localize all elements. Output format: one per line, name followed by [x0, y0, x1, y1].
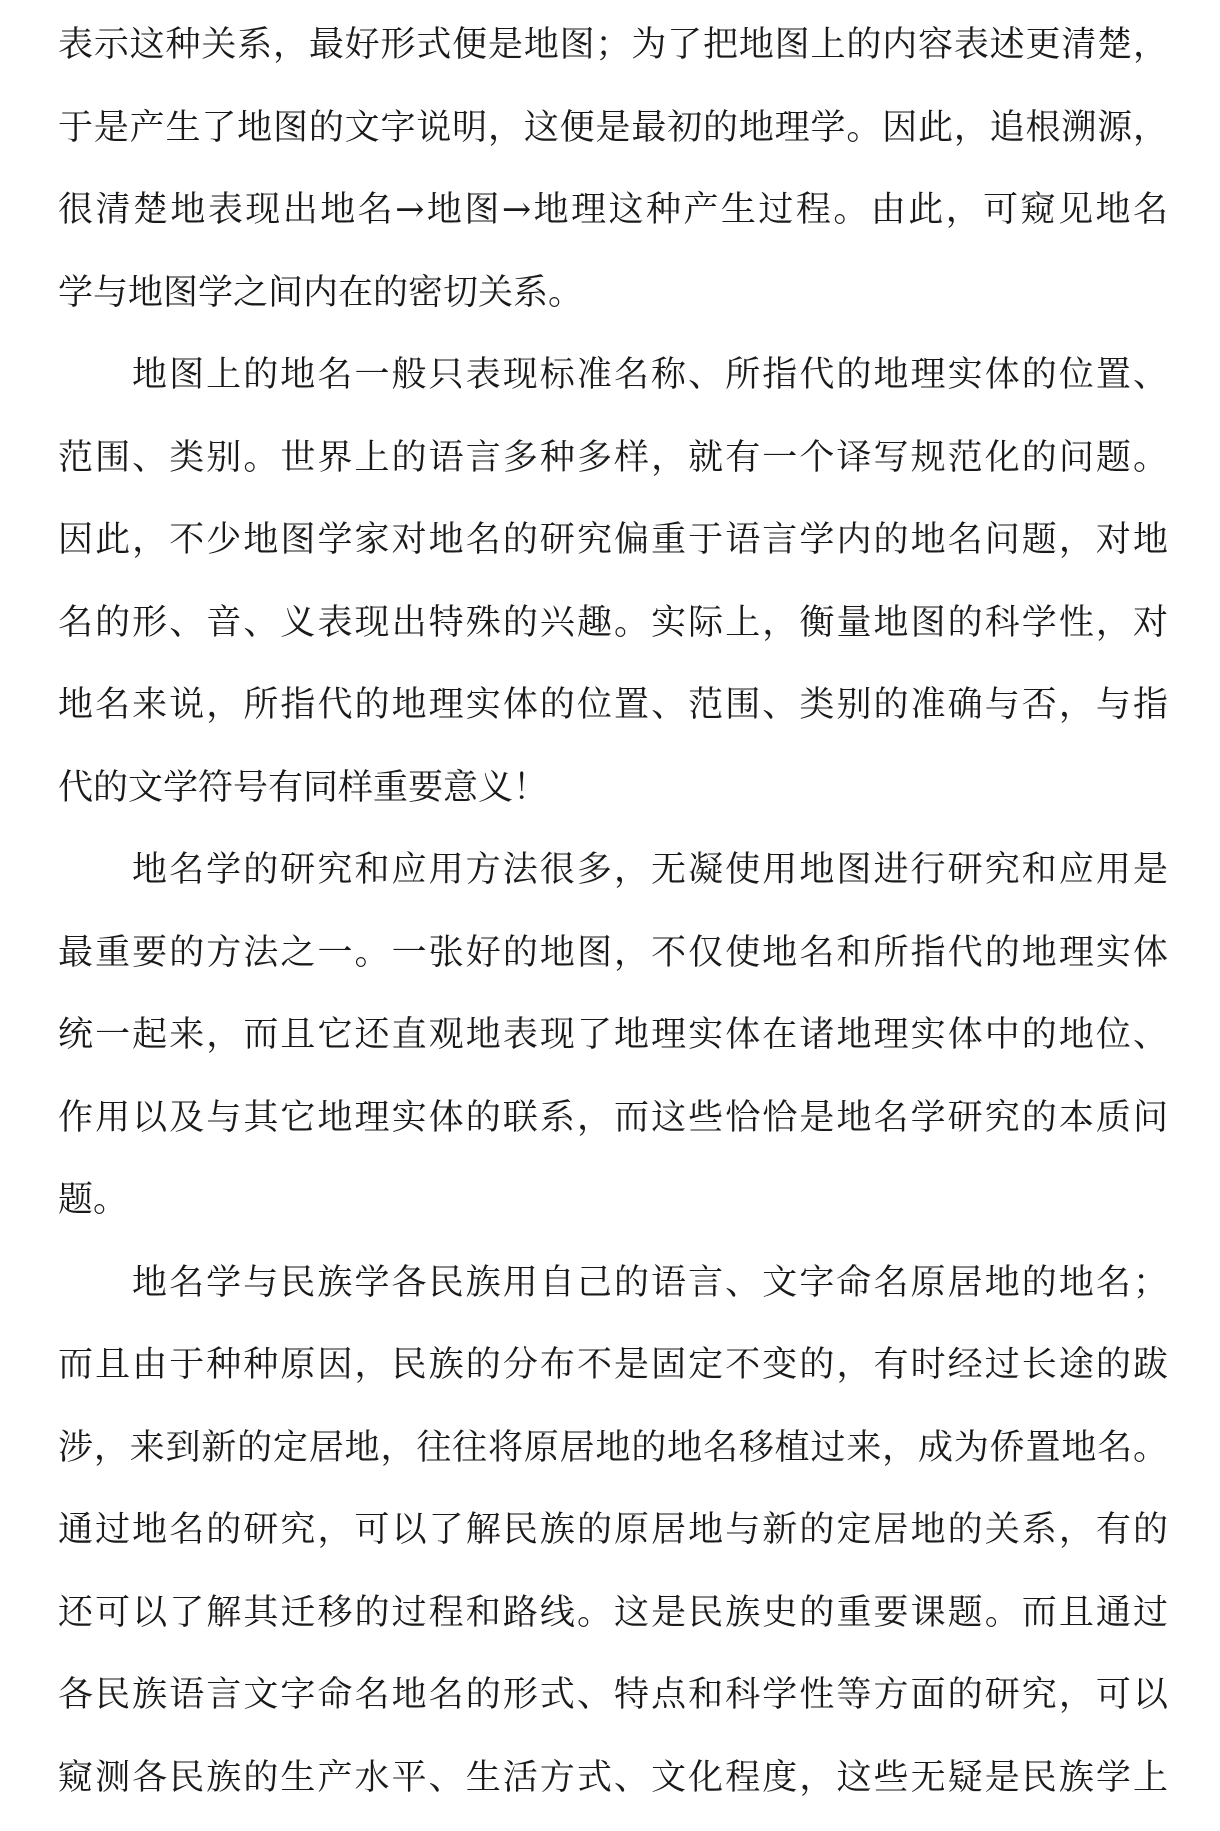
text-line: 地图上的地名一般只表现标准名称、所指代的地理实体的位置、	[132, 355, 1168, 395]
text-line: 地名学的研究和应用方法很多，无凝使用地图进行研究和应用是	[132, 850, 1168, 890]
text-line: 地名来说，所指代的地理实体的位置、范围、类别的准确与否，与指	[58, 685, 1168, 725]
text-line: 最重要的方法之一。一张好的地图，不仅使地名和所指代的地理实体	[58, 932, 1168, 973]
text-line: 名的形、音、义表现出特殊的兴趣。实际上，衡量地图的科学性，对	[58, 602, 1168, 643]
paragraph-1	[58, 4, 1168, 334]
paragraph-2	[58, 334, 1168, 829]
text-line: 通过地名的研究，可以了解民族的原居地与新的定居地的关系，有的	[58, 1510, 1168, 1550]
text-line: 地名学与民族学各民族用自己的语言、文字命名原居地的地名；	[132, 1262, 1168, 1303]
text-line: 还可以了解其迁移的过程和路线。这是民族史的重要课题。而且通过	[58, 1592, 1168, 1633]
paragraph-3	[58, 829, 1168, 1242]
text-line: 窥测各民族的生产水平、生活方式、文化程度，这些无疑是民族学上	[58, 1757, 1168, 1798]
text-line: 因此，不少地图学家对地名的研究偏重于语言学内的地名问题，对地	[58, 520, 1168, 560]
text-line: 表示这种关系，最好形式便是地图；为了把地图上的内容表述更清楚，	[58, 25, 1168, 65]
text-line: 很清楚地表现出地名→地图→地理这种产生过程。由此，可窥见地名	[58, 190, 1168, 230]
text-line: 于是产生了地图的文字说明，这便是最初的地理学。因此，追根溯源，	[58, 107, 1168, 148]
text-line: 题。	[58, 1180, 129, 1220]
text-line: 而且由于种种原因，民族的分布不是固定不变的，有时经过长途的跋	[58, 1345, 1168, 1385]
text-line: 各民族语言文字命名地名的形式、特点和科学性等方面的研究，可以	[58, 1675, 1168, 1715]
text-line: 代的文学符号有同样重要意义！	[58, 767, 549, 808]
text-line: 学与地图学之间内在的密切关系。	[58, 272, 584, 313]
text-line: 涉，来到新的定居地，往往将原居地的地名移植过来，成为侨置地名。	[58, 1427, 1168, 1468]
document-page	[58, 4, 1168, 1819]
text-line: 作用以及与其它地理实体的联系，而这些恰恰是地名学研究的本质问	[58, 1097, 1168, 1138]
text-line: 统一起来，而且它还直观地表现了地理实体在诸地理实体中的地位、	[58, 1015, 1168, 1055]
text-line: 范围、类别。世界上的语言多种多样，就有一个译写规范化的问题。	[58, 437, 1168, 478]
paragraph-4	[58, 1242, 1168, 1820]
